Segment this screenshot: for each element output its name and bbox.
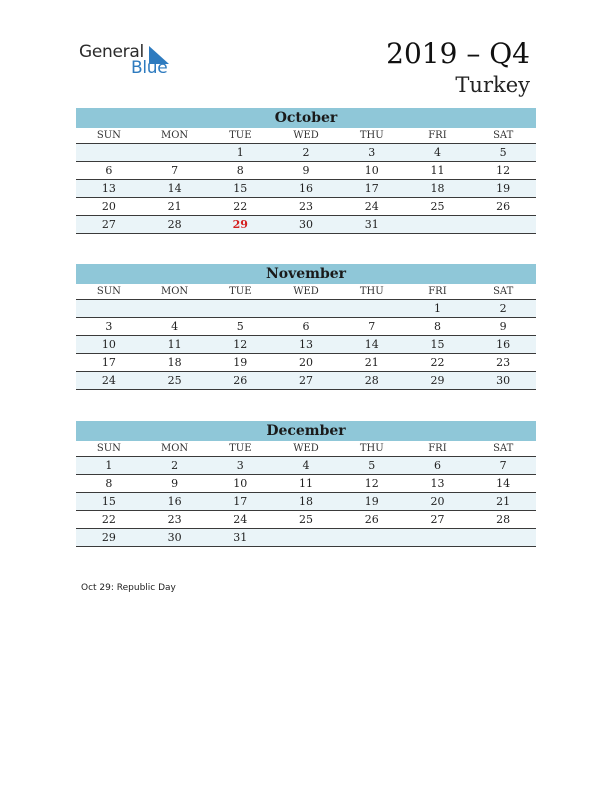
day-cell: 11 — [299, 477, 314, 490]
day-cell: 12 — [496, 164, 511, 177]
week-row — [76, 180, 536, 198]
day-cell: 6 — [105, 164, 113, 177]
day-cell: 11 — [167, 338, 182, 351]
day-cell: 24 — [101, 374, 116, 387]
day-cell — [470, 529, 536, 546]
day-cell: 16 — [299, 182, 314, 195]
day-cell: 25 — [299, 513, 314, 526]
day-cell: 19 — [233, 356, 248, 369]
week-row — [76, 216, 536, 234]
day-cell: 18 — [167, 356, 182, 369]
logo-word-blue: Blue — [131, 58, 168, 78]
weekday-label: TUE — [229, 286, 252, 297]
day-cell: 2 — [171, 459, 179, 472]
week-row — [76, 475, 536, 493]
day-cell: 14 — [496, 477, 511, 490]
day-cell: 26 — [496, 200, 511, 213]
week-row — [76, 300, 536, 318]
weekday-label: WED — [293, 286, 319, 297]
day-cell: 28 — [496, 513, 511, 526]
day-cell: 22 — [233, 200, 248, 213]
day-cell: 13 — [101, 182, 116, 195]
day-cell: 4 — [302, 459, 310, 472]
day-cell: 4 — [433, 146, 441, 159]
day-cell: 3 — [236, 459, 244, 472]
day-cell: 16 — [167, 495, 182, 508]
day-cell: 30 — [167, 531, 182, 544]
day-cell: 12 — [364, 477, 379, 490]
country-name: Turkey — [455, 73, 530, 97]
month-december — [76, 421, 536, 547]
weekday-label: THU — [359, 286, 384, 297]
day-cell: 23 — [299, 200, 314, 213]
day-cell: 3 — [105, 320, 113, 333]
day-cell — [207, 300, 273, 317]
day-cell — [142, 300, 208, 317]
weekday-label: MON — [160, 286, 189, 297]
day-cell — [339, 300, 405, 317]
day-cell: 7 — [499, 459, 507, 472]
logo-word-general: General — [79, 42, 144, 62]
day-cell: 21 — [364, 356, 379, 369]
day-cell: 18 — [430, 182, 445, 195]
page-title: 2019 – Q4 — [386, 37, 530, 70]
day-cell: 9 — [171, 477, 179, 490]
day-cell: 20 — [430, 495, 445, 508]
weekday-header-row — [76, 284, 536, 300]
week-row — [76, 511, 536, 529]
day-cell: 14 — [364, 338, 379, 351]
weekday-label: SAT — [493, 130, 514, 141]
day-cell — [470, 216, 536, 233]
day-cell: 5 — [368, 459, 376, 472]
weekday-label: TUE — [229, 130, 252, 141]
day-cell: 15 — [101, 495, 116, 508]
day-cell — [142, 144, 208, 161]
day-cell: 20 — [299, 356, 314, 369]
day-cell — [273, 300, 339, 317]
day-cell: 22 — [101, 513, 116, 526]
day-cell: 13 — [430, 477, 445, 490]
weekday-label: FRI — [428, 443, 447, 454]
day-cell: 31 — [364, 218, 379, 231]
day-cell: 21 — [167, 200, 182, 213]
day-cell: 8 — [236, 164, 244, 177]
month-november — [76, 264, 536, 390]
day-cell: 10 — [364, 164, 379, 177]
day-cell: 1 — [105, 459, 113, 472]
weekday-label: TUE — [229, 443, 252, 454]
holiday-day-cell: 29 — [232, 218, 248, 231]
day-cell: 5 — [236, 320, 244, 333]
week-row — [76, 162, 536, 180]
weekday-label: SUN — [96, 443, 121, 454]
day-cell: 30 — [299, 218, 314, 231]
weekday-label: WED — [293, 130, 319, 141]
day-cell: 24 — [364, 200, 379, 213]
weekday-label: FRI — [428, 286, 447, 297]
month-october — [76, 108, 536, 234]
day-cell: 6 — [302, 320, 310, 333]
weekday-header-row — [76, 441, 536, 457]
day-cell: 5 — [499, 146, 507, 159]
week-row — [76, 354, 536, 372]
day-cell: 19 — [496, 182, 511, 195]
day-cell: 16 — [496, 338, 511, 351]
day-cell: 6 — [433, 459, 441, 472]
week-row — [76, 493, 536, 511]
day-cell: 10 — [101, 338, 116, 351]
day-cell: 25 — [430, 200, 445, 213]
generalblue-logo — [79, 40, 179, 80]
weekday-label: SAT — [493, 286, 514, 297]
day-cell: 10 — [233, 477, 248, 490]
day-cell: 26 — [364, 513, 379, 526]
month-title: October — [76, 108, 536, 128]
day-cell: 22 — [430, 356, 445, 369]
day-cell: 19 — [364, 495, 379, 508]
day-cell — [76, 300, 142, 317]
month-title: December — [76, 421, 536, 441]
week-row — [76, 318, 536, 336]
day-cell: 31 — [233, 531, 248, 544]
day-cell: 8 — [433, 320, 441, 333]
weekday-label: SUN — [96, 130, 121, 141]
day-cell: 1 — [236, 146, 244, 159]
day-cell: 29 — [430, 374, 445, 387]
weekday-label: THU — [359, 443, 384, 454]
weekday-header-row — [76, 128, 536, 144]
day-cell — [405, 529, 471, 546]
day-cell: 17 — [233, 495, 248, 508]
week-row — [76, 457, 536, 475]
week-row — [76, 198, 536, 216]
day-cell — [405, 216, 471, 233]
day-cell: 9 — [302, 164, 310, 177]
day-cell: 18 — [299, 495, 314, 508]
week-row — [76, 336, 536, 354]
weekday-label: SUN — [96, 286, 121, 297]
day-cell: 15 — [430, 338, 445, 351]
weekday-label: MON — [160, 130, 189, 141]
week-row — [76, 144, 536, 162]
day-cell: 8 — [105, 477, 113, 490]
day-cell: 30 — [496, 374, 511, 387]
day-cell: 27 — [430, 513, 445, 526]
day-cell — [339, 529, 405, 546]
day-cell: 24 — [233, 513, 248, 526]
day-cell — [273, 529, 339, 546]
day-cell: 1 — [433, 302, 441, 315]
day-cell: 9 — [499, 320, 507, 333]
day-cell: 11 — [430, 164, 445, 177]
day-cell: 27 — [101, 218, 116, 231]
day-cell: 2 — [499, 302, 507, 315]
day-cell: 23 — [496, 356, 511, 369]
weekday-label: MON — [160, 443, 189, 454]
day-cell: 28 — [364, 374, 379, 387]
day-cell: 27 — [299, 374, 314, 387]
weekday-label: SAT — [493, 443, 514, 454]
weekday-label: WED — [293, 443, 319, 454]
day-cell: 7 — [171, 164, 179, 177]
day-cell: 7 — [368, 320, 376, 333]
day-cell: 4 — [171, 320, 179, 333]
day-cell: 21 — [496, 495, 511, 508]
day-cell: 20 — [101, 200, 116, 213]
day-cell: 25 — [167, 374, 182, 387]
week-row — [76, 372, 536, 390]
day-cell: 2 — [302, 146, 310, 159]
day-cell: 17 — [364, 182, 379, 195]
day-cell: 23 — [167, 513, 182, 526]
holiday-note: Oct 29: Republic Day — [81, 583, 176, 593]
day-cell: 12 — [233, 338, 248, 351]
weekday-label: THU — [359, 130, 384, 141]
day-cell: 28 — [167, 218, 182, 231]
week-row — [76, 529, 536, 547]
day-cell — [76, 144, 142, 161]
day-cell: 3 — [368, 146, 376, 159]
day-cell: 29 — [101, 531, 116, 544]
month-title: November — [76, 264, 536, 284]
weekday-label: FRI — [428, 130, 447, 141]
day-cell: 14 — [167, 182, 182, 195]
day-cell: 26 — [233, 374, 248, 387]
day-cell: 15 — [233, 182, 248, 195]
day-cell: 17 — [101, 356, 116, 369]
day-cell: 13 — [299, 338, 314, 351]
